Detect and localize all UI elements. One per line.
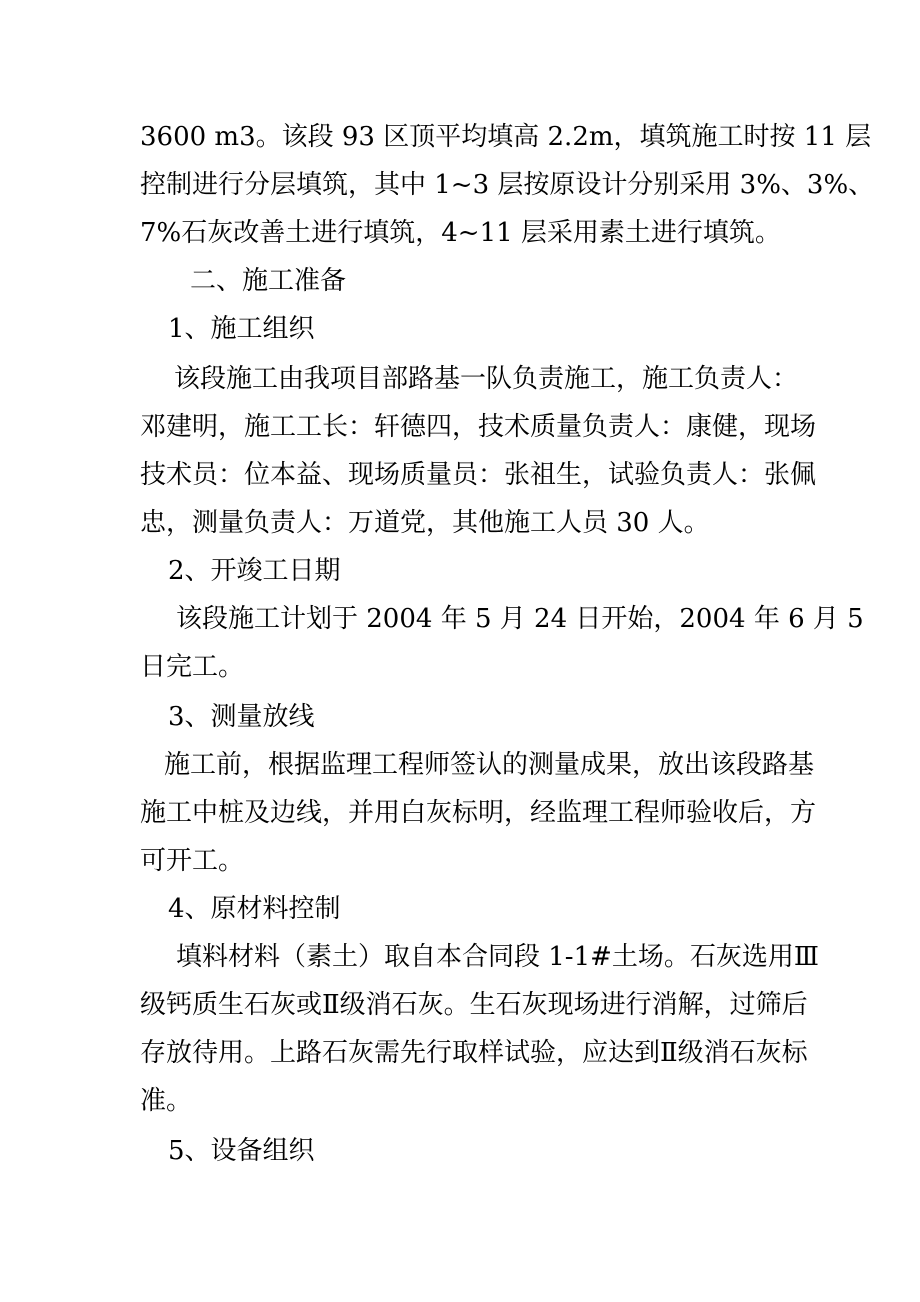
text-line: 控制进行分层填筑，其中 1~3 层按原设计分别采用 3%、3%、 [140,170,875,200]
text-line: 3600 m3。该段 93 区顶平均填高 2.2m，填筑施工时按 11 层 [140,122,872,152]
text-line: 施工前，根据监理工程师签认的测量成果，放出该段路基 [164,750,815,780]
text-line: 填料材料（素土）取自本合同段 1-1#土场。石灰选用Ⅲ [176,942,819,972]
text-line: 7%石灰改善土进行填筑，4~11 层采用素土进行填筑。 [140,218,781,248]
subsection-heading: 1、施工组织 [168,314,315,344]
subsection-heading: 4、原材料控制 [168,894,341,924]
text-line: 邓建明，施工工长：轩德四，技术质量负责人：康健，现场 [140,412,817,442]
text-line: 技术员：位本益、现场质量员：张祖生，试验负责人：张佩 [140,460,817,490]
subsection-heading: 3、测量放线 [168,702,315,732]
text-line: 日完工。 [140,652,245,682]
text-line: 该段施工计划于 2004 年 5 月 24 日开始，2004 年 6 月 5 [176,604,864,634]
text-line: 施工中桩及边线，并用白灰标明，经监理工程师验收后，方 [140,798,817,828]
subsection-heading: 5、设备组织 [168,1136,315,1166]
text-line: 准。 [140,1086,193,1116]
subsection-heading: 2、开竣工日期 [168,556,341,586]
text-line: 该段施工由我项目部路基一队负责施工，施工负责人： [174,364,799,394]
text-line: 忠，测量负责人：万道党，其他施工人员 30 人。 [140,508,710,538]
text-line: 存放待用。上路石灰需先行取样试验，应达到Ⅱ级消石灰标 [140,1038,808,1068]
section-heading: 二、施工准备 [190,266,347,296]
text-line: 级钙质生石灰或Ⅱ级消石灰。生石灰现场进行消解，过筛后 [140,990,808,1020]
text-line: 可开工。 [140,846,245,876]
